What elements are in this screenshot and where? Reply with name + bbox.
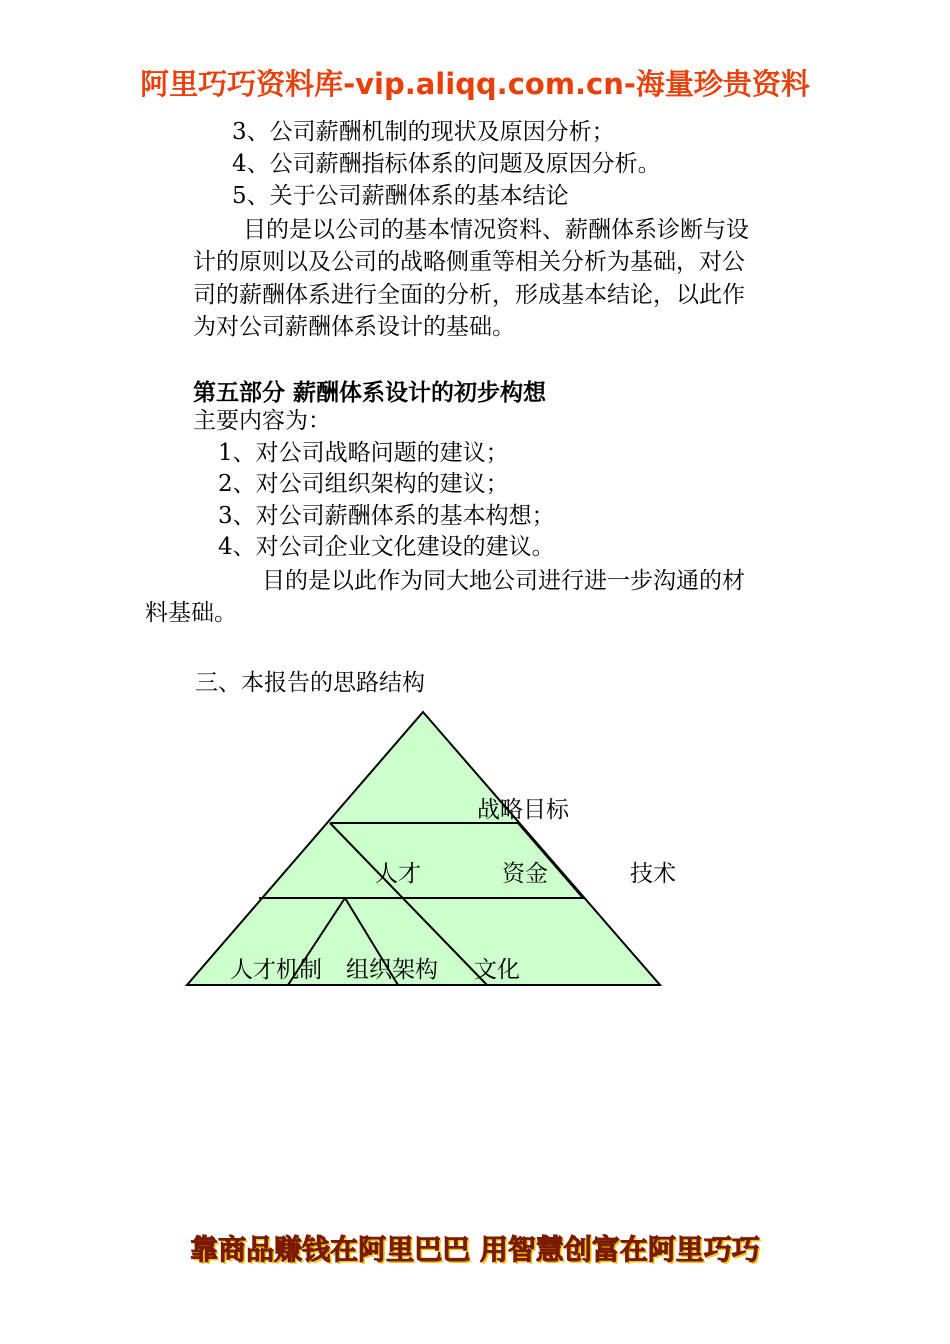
- part4-purpose-line-1: 目的是以公司的基本情况资料、薪酬体系诊断与设: [243, 217, 749, 243]
- label-capital: 资金: [502, 861, 548, 887]
- label-strategy-goal: 战略目标: [477, 797, 569, 823]
- part5-item-1: 1、对公司战略问题的建议；: [218, 440, 509, 466]
- part4-item-5: 5、关于公司薪酬体系的基本结论: [232, 183, 569, 209]
- part5-item-3: 3、对公司薪酬体系的基本构想；: [218, 503, 555, 529]
- pyramid-shape: [187, 712, 660, 985]
- part5-purpose-line-1: 目的是以此作为同大地公司进行进一步沟通的材: [262, 568, 745, 594]
- part4-purpose-line-4: 为对公司薪酬体系设计的基础。: [193, 314, 515, 340]
- part4-item-3: 3、公司薪酬机制的现状及原因分析；: [232, 119, 615, 145]
- part5-item-4: 4、对公司企业文化建设的建议。: [218, 534, 555, 560]
- section3-title: 三、本报告的思路结构: [195, 670, 425, 696]
- part5-heading: 第五部分 薪酬体系设计的初步构想: [193, 380, 547, 406]
- part4-purpose-line-3: 司的薪酬体系进行全面的分析，形成基本结论，以此作: [193, 282, 745, 308]
- part4-item-4: 4、公司薪酬指标体系的问题及原因分析。: [232, 151, 661, 177]
- part5-intro: 主要内容为：: [193, 408, 331, 434]
- label-talent: 人才: [375, 861, 421, 887]
- label-talent-mechanism: 人才机制: [230, 957, 322, 983]
- footer-banner: 靠商品赚钱在阿里巴巴 用智慧创富在阿里巧巧: [190, 1233, 760, 1266]
- label-org-structure: 组织架构: [346, 957, 438, 983]
- part5-purpose-line-2: 料基础。: [145, 600, 237, 626]
- part4-purpose-line-2: 计的原则以及公司的战略侧重等相关分析为基础，对公: [193, 249, 745, 275]
- label-culture: 文化: [474, 957, 520, 983]
- part5-item-2: 2、对公司组织架构的建议；: [218, 471, 509, 497]
- header-banner: 阿里巧巧资料库-vip.aliqq.com.cn-海量珍贵资料: [140, 67, 810, 101]
- label-technology: 技术: [630, 861, 676, 887]
